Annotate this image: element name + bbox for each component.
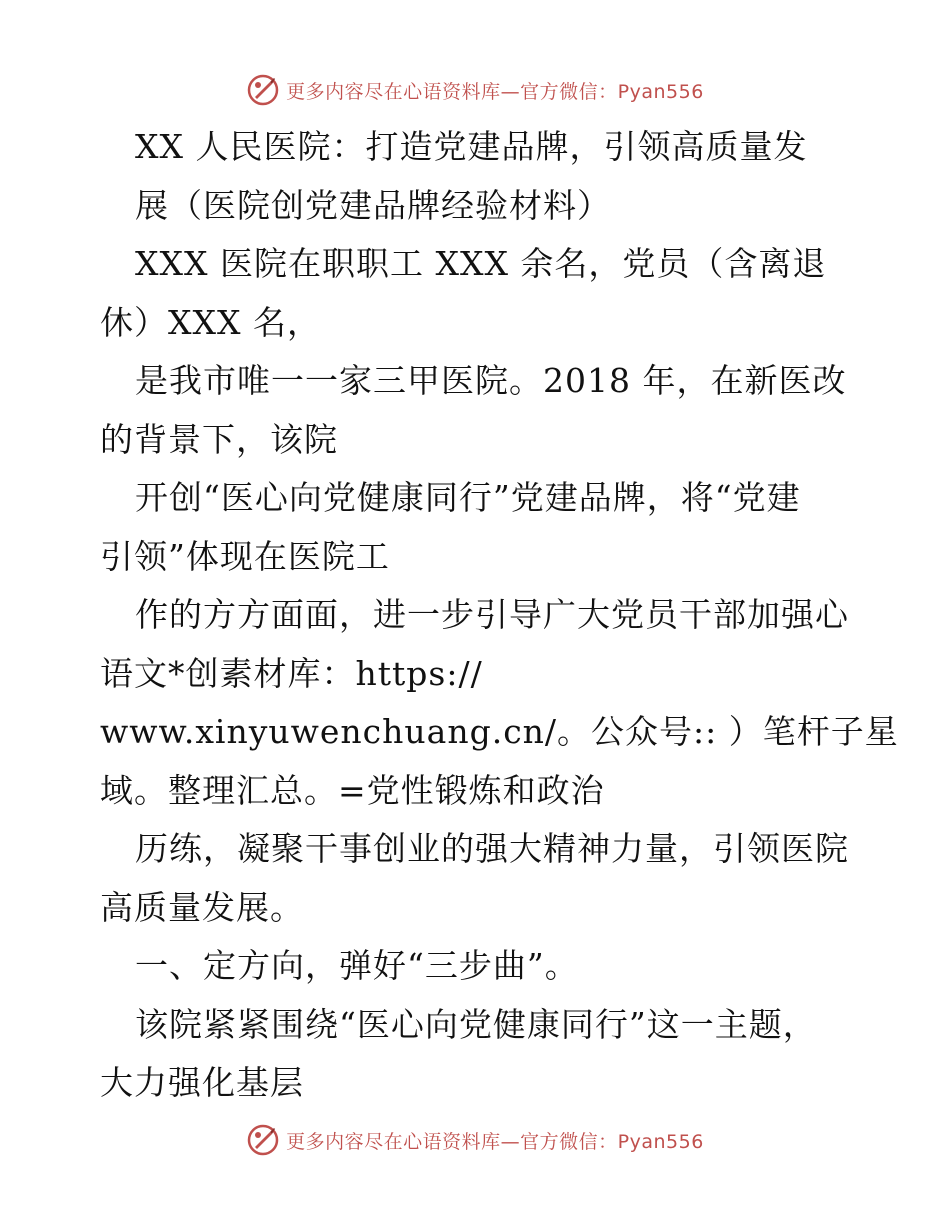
doc-line: 一、定方向，弹好“三步曲”。 [135, 946, 579, 985]
doc-line: 语文*创素材库：https:// [100, 653, 483, 693]
quill-pen-logo-icon [246, 73, 280, 107]
doc-line: 的背景下，该院 [100, 419, 338, 459]
doc-line: 域。整理汇总。=党性锻炼和政治 [100, 770, 605, 810]
doc-line: 高质量发展。 [100, 887, 304, 927]
doc-line: 开创“医心向党健康同行”党建品牌，将“党建 [135, 478, 801, 517]
footer-banner [0, 1120, 950, 1160]
doc-line: 作的方方面面，进一步引导广大党员干部加强心 [135, 595, 849, 634]
header-banner-text: 更多内容尽在心语资料库—官方微信：Pyan556 [286, 80, 704, 103]
doc-line: XXX 医院在职职工 XXX 余名，党员（含离退 [135, 244, 827, 283]
doc-line: 大力强化基层 [100, 1063, 304, 1102]
doc-line: 展（医院创党建品牌经验材料） [135, 185, 611, 225]
doc-line: 是我市唯一一家三甲医院。2018 年，在新医改 [135, 361, 847, 400]
doc-line: 休）XXX 名， [100, 302, 321, 342]
doc-line: www.xinyuwenchuang.cn/。公众号:: ）笔杆子星 [100, 712, 899, 751]
doc-line: 历练，凝聚干事创业的强大精神力量，引领医院 [135, 829, 849, 868]
doc-line: XX 人民医院：打造党建品牌，引领高质量发 [135, 127, 808, 166]
footer-banner-text: 更多内容尽在心语资料库—官方微信：Pyan556 [286, 1130, 704, 1153]
doc-line: 引领”体现在医院工 [100, 536, 390, 576]
document-body [100, 118, 899, 1113]
quill-pen-logo-icon [246, 1123, 280, 1157]
doc-line: 该院紧紧围绕“医心向党健康同行”这一主题， [135, 1004, 817, 1044]
header-banner [0, 70, 950, 110]
